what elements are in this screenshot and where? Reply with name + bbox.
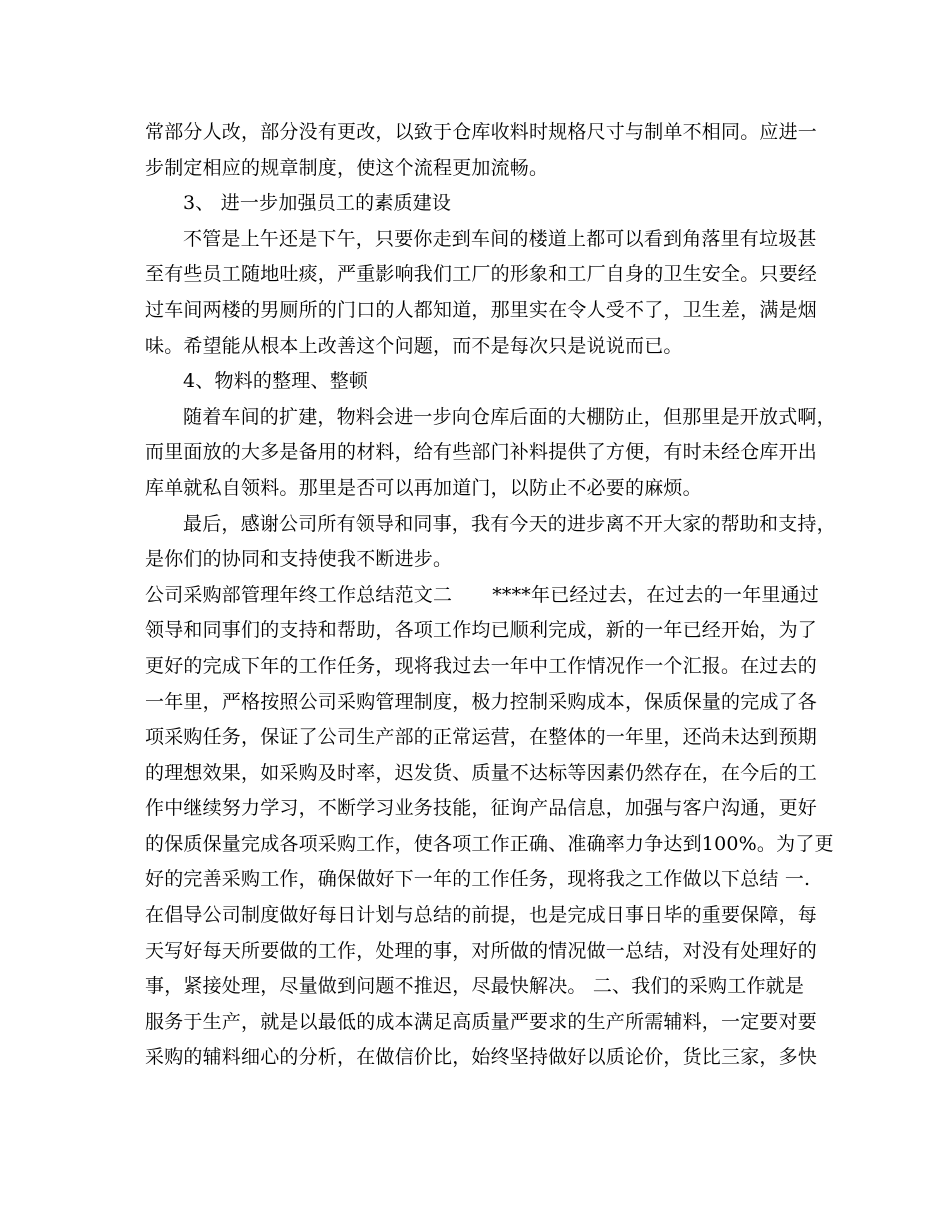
text-line: 不管是上午还是下午，只要你走到车间的楼道上都可以看到角落里有垃圾甚 xyxy=(183,227,817,250)
text-line: 领导和同事们的支持和帮助，各项工作均已顺利完成，新的一年已经开始，为了 xyxy=(145,619,818,642)
text-line: ****年已经过去，在过去的一年里通过 xyxy=(492,583,820,606)
text-line: 采购的辅料细心的分析，在做信价比，始终坚持做好以质论价，货比三家，多快 xyxy=(145,1046,818,1069)
article-title-line xyxy=(145,578,820,614)
text-line: 的理想效果，如采购及时率，迟发货、质量不达标等因素仍然存在，在今后的工 xyxy=(145,761,818,784)
text-line: 而里面放的大多是备用的材料，给有些部门补料提供了方便，有时未经仓库开出 xyxy=(145,441,818,464)
document-body xyxy=(145,115,836,1076)
text-line: 事，紧接处理，尽量做到问题不推迟，尽最快解决。 二、我们的采购工作就是 xyxy=(145,975,805,998)
text-line: 过车间两楼的男厕所的门口的人都知道，那里实在令人受不了，卫生差，满是烟 xyxy=(145,298,818,321)
text-line: 更好的完成下年的工作任务，现将我过去一年中工作情况作一个汇报。在过去的 xyxy=(145,654,818,677)
text-line: 一年里，严格按照公司采购管理制度，极力控制采购成本，保质保量的完成了各 xyxy=(145,690,818,713)
text-line: 味。希望能从根本上改善这个问题，而不是每次只是说说而已。 xyxy=(145,334,683,357)
text-line: 天写好每天所要做的工作，处理的事，对所做的情况做一总结，对没有处理好的 xyxy=(145,939,818,962)
text-line: 库单就私自领料。那里是否可以再加道门，以防止不必要的麻烦。 xyxy=(145,476,702,499)
text-line: 作中继续努力学习，不断学习业务技能，征询产品信息，加强与客户沟通，更好 xyxy=(145,797,818,820)
section-heading: 3、 进一步加强员工的素质建设 xyxy=(183,192,452,215)
text-line: 的保质保量完成各项采购工作，使各项工作正确、准确率力争达到100%。为了更 xyxy=(145,832,834,855)
text-line: 项采购任务，保证了公司生产部的正常运营，在整体的一年里，还尚未达到预期 xyxy=(145,726,818,749)
section-heading: 4、物料的整理、整顿 xyxy=(183,370,369,393)
text-line: 在倡导公司制度做好每日计划与总结的前提，也是完成日事日毕的重要保障，每 xyxy=(145,904,818,927)
text-line: 最后，感谢公司所有领导和同事，我有今天的进步离不开大家的帮助和支持， xyxy=(183,512,836,535)
text-line: 随着车间的扩建，物料会进一步向仓库后面的大棚防止，但那里是开放式啊， xyxy=(183,405,836,428)
text-line: 步制定相应的规章制度，使这个流程更加流畅。 xyxy=(145,156,549,179)
text-line: 服务于生产，就是以最低的成本满足高质量严要求的生产所需辅料，一定要对要 xyxy=(145,1010,818,1033)
text-line: 常部分人改，部分没有更改，以致于仓库收料时规格尺寸与制单不相同。应进一 xyxy=(145,121,818,143)
article-title: 公司采购部管理年终工作总结范文二 xyxy=(145,583,453,606)
text-line: 至有些员工随地吐痰，严重影响我们工厂的形象和工厂自身的卫生安全。只要经 xyxy=(145,263,818,286)
text-line: 是你们的协同和支持使我不断进步。 xyxy=(145,548,453,571)
text-line: 好的完善采购工作，确保做好下一年的工作任务，现将我之工作做以下总结 一. xyxy=(145,868,811,891)
